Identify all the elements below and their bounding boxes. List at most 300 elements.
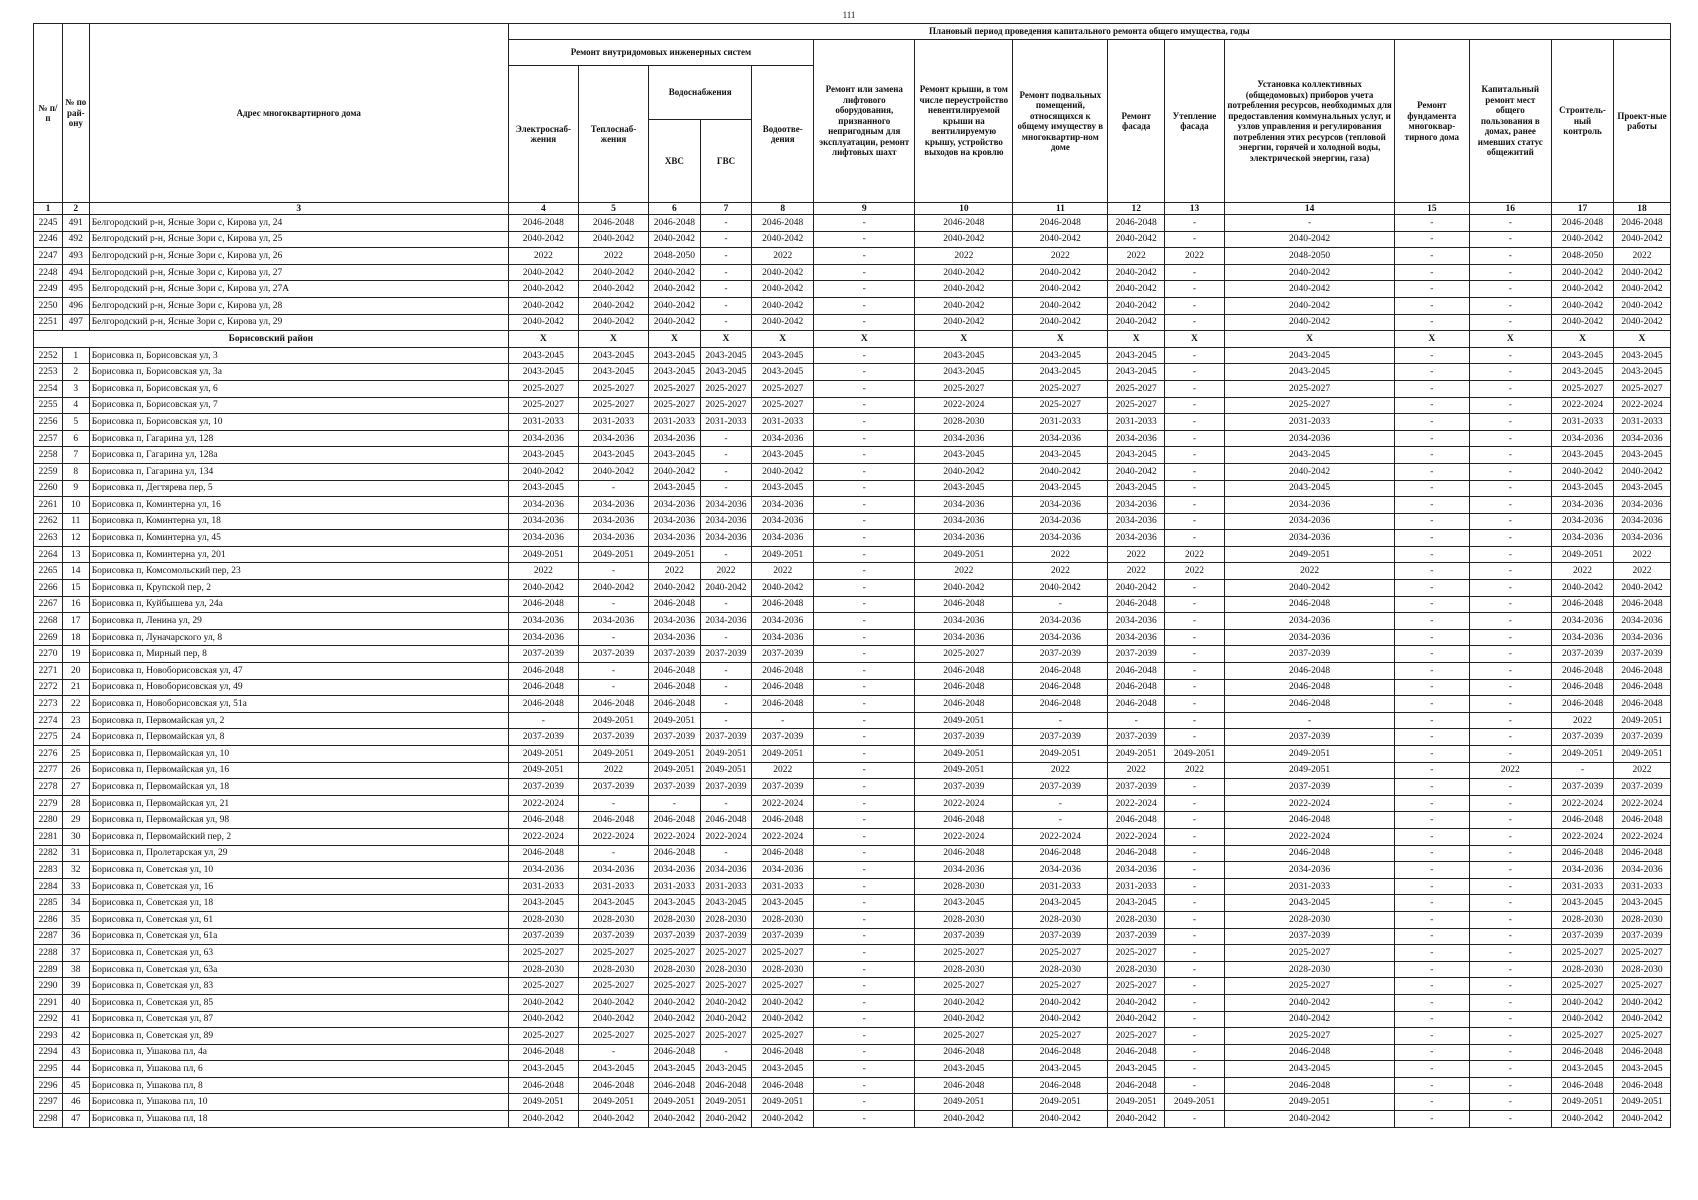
row-cell: 2043-2045 [915, 364, 1013, 381]
row-cell: 2031-2033 [752, 414, 814, 431]
row-address: Борисовка п, Борисовская ул, 7 [89, 397, 508, 414]
row-cell: 2046-2048 [649, 215, 701, 232]
column-number: 10 [915, 203, 1013, 215]
row-cell: - [814, 613, 915, 630]
row-cell: 2048-2050 [1224, 248, 1394, 265]
row-cell: 2043-2045 [752, 364, 814, 381]
table-row [34, 430, 1671, 447]
row-cell: 2046-2048 [508, 215, 578, 232]
row-cell: 2046-2048 [508, 845, 578, 862]
row-cell: - [1165, 828, 1225, 845]
row-cell: - [1469, 779, 1552, 796]
row-cell: 2037-2039 [1013, 646, 1108, 663]
row-cell: - [1469, 928, 1552, 945]
row-district-number: 493 [62, 248, 89, 265]
row-cell: - [1165, 845, 1225, 862]
row-cell: - [814, 862, 915, 879]
row-cell: - [1469, 397, 1552, 414]
row-cell: 2046-2048 [1224, 845, 1394, 862]
row-cell: 2028-2030 [915, 961, 1013, 978]
row-address: Белгородский р-н, Ясные Зори с, Кирова ул, 28 [89, 297, 508, 314]
row-cell: 2025-2027 [1224, 1028, 1394, 1045]
table-row [34, 215, 1671, 232]
row-district-number: 13 [62, 546, 89, 563]
row-cell: 2040-2042 [1013, 314, 1108, 331]
row-district-number: 40 [62, 994, 89, 1011]
row-district-number: 492 [62, 231, 89, 248]
row-cell: 2043-2045 [1613, 480, 1670, 497]
row-cell: - [1469, 812, 1552, 829]
row-cell: 2037-2039 [700, 729, 752, 746]
row-cell: 2043-2045 [649, 1061, 701, 1078]
row-cell: - [1469, 530, 1552, 547]
row-cell: - [814, 828, 915, 845]
table-row [34, 679, 1671, 696]
row-cell: 2046-2048 [1224, 679, 1394, 696]
row-cell: 2046-2048 [915, 663, 1013, 680]
row-cell: - [1469, 248, 1552, 265]
row-cell: - [578, 596, 648, 613]
row-address: Борисовка п, Первомайская ул, 8 [89, 729, 508, 746]
row-address: Борисовка п, Советская ул, 63 [89, 945, 508, 962]
row-cell: 2040-2042 [1224, 231, 1394, 248]
table-row [34, 364, 1671, 381]
row-cell: - [1469, 911, 1552, 928]
row-cell: 2022 [1013, 563, 1108, 580]
row-cell: - [700, 463, 752, 480]
row-number: 2245 [34, 215, 63, 232]
row-cell: 2034-2036 [1108, 613, 1165, 630]
row-district-number: 44 [62, 1061, 89, 1078]
row-district-number: 23 [62, 712, 89, 729]
header-cold-water: ХВС [649, 120, 701, 203]
row-cell: 2034-2036 [508, 629, 578, 646]
column-number: 17 [1552, 203, 1614, 215]
row-cell: - [1469, 364, 1552, 381]
table-row [34, 231, 1671, 248]
row-cell: 2034-2036 [1108, 530, 1165, 547]
row-district-number: 34 [62, 895, 89, 912]
row-cell: 2022 [1165, 546, 1225, 563]
row-address: Белгородский р-н, Ясные Зори с, Кирова ул, 27А [89, 281, 508, 298]
row-address: Борисовка п, Новоборисовская ул, 49 [89, 679, 508, 696]
row-cell: 2025-2027 [700, 945, 752, 962]
row-cell: - [1165, 596, 1225, 613]
row-cell: 2043-2045 [1613, 347, 1670, 364]
row-cell: 2037-2039 [508, 729, 578, 746]
row-cell: - [1395, 629, 1469, 646]
row-cell: 2028-2030 [1552, 961, 1614, 978]
row-cell: 2040-2042 [508, 994, 578, 1011]
row-cell: 2049-2051 [508, 746, 578, 763]
row-number: 2259 [34, 463, 63, 480]
header-sewerage: Водоотве-дения [752, 66, 814, 203]
row-cell: - [700, 264, 752, 281]
row-cell: 2022-2024 [508, 795, 578, 812]
row-cell: 2040-2042 [1224, 297, 1394, 314]
row-cell: - [1469, 646, 1552, 663]
row-cell: 2043-2045 [915, 1061, 1013, 1078]
row-cell: - [1395, 696, 1469, 713]
row-cell: - [1165, 463, 1225, 480]
row-cell: 2040-2042 [752, 1111, 814, 1128]
row-address: Борисовка п, Первомайская ул, 98 [89, 812, 508, 829]
row-cell: - [1395, 613, 1469, 630]
row-cell: 2049-2051 [1224, 762, 1394, 779]
row-cell: - [1165, 928, 1225, 945]
row-cell: 2031-2033 [1552, 414, 1614, 431]
row-cell: 2040-2042 [649, 231, 701, 248]
row-cell: - [814, 1094, 915, 1111]
row-cell: - [814, 281, 915, 298]
row-number: 2260 [34, 480, 63, 497]
table-row [34, 1077, 1671, 1094]
row-cell: 2028-2030 [1224, 961, 1394, 978]
row-cell: 2040-2042 [700, 580, 752, 597]
row-cell: 2040-2042 [752, 281, 814, 298]
row-cell: - [814, 945, 915, 962]
row-cell: 2025-2027 [700, 978, 752, 995]
table-row [34, 1028, 1671, 1045]
row-cell: - [1165, 281, 1225, 298]
row-cell: 2022-2024 [915, 397, 1013, 414]
row-cell: 2040-2042 [1613, 297, 1670, 314]
row-cell: - [1224, 712, 1394, 729]
row-cell: 2034-2036 [649, 513, 701, 530]
row-cell: 2022 [1013, 248, 1108, 265]
row-cell: 2034-2036 [1613, 862, 1670, 879]
row-number: 2273 [34, 696, 63, 713]
row-cell: - [1165, 613, 1225, 630]
row-cell: - [814, 961, 915, 978]
row-cell: 2046-2048 [1108, 1077, 1165, 1094]
row-district-number: 16 [62, 596, 89, 613]
row-cell: 2040-2042 [1613, 281, 1670, 298]
row-cell: - [814, 414, 915, 431]
row-cell: 2040-2042 [508, 231, 578, 248]
table-body [34, 215, 1671, 1128]
row-cell: 2043-2045 [1013, 364, 1108, 381]
row-address: Борисовка п, Дегтярева пер, 5 [89, 480, 508, 497]
row-district-number: 8 [62, 463, 89, 480]
row-cell: 2046-2048 [508, 696, 578, 713]
row-cell: 2040-2042 [1552, 580, 1614, 597]
row-cell: 2022 [752, 762, 814, 779]
row-cell: 2046-2048 [915, 696, 1013, 713]
row-cell: X [1613, 331, 1670, 348]
row-cell: 2034-2036 [649, 862, 701, 879]
row-cell: 2025-2027 [752, 945, 814, 962]
row-number: 2291 [34, 994, 63, 1011]
table-row [34, 613, 1671, 630]
row-cell: 2046-2048 [649, 845, 701, 862]
row-cell: 2034-2036 [1552, 513, 1614, 530]
row-cell: 2037-2039 [1613, 729, 1670, 746]
row-cell: - [814, 364, 915, 381]
row-cell: 2022-2024 [752, 795, 814, 812]
row-district-number: 26 [62, 762, 89, 779]
row-address: Борисовка п, Советская ул, 16 [89, 878, 508, 895]
row-cell: 2034-2036 [1013, 862, 1108, 879]
row-cell: - [1165, 447, 1225, 464]
row-cell: - [1395, 746, 1469, 763]
row-address: Борисовка п, Советская ул, 18 [89, 895, 508, 912]
row-cell: 2046-2048 [915, 845, 1013, 862]
row-cell: 2034-2036 [578, 430, 648, 447]
row-cell: 2028-2030 [915, 878, 1013, 895]
row-cell: - [814, 663, 915, 680]
row-number: 2276 [34, 746, 63, 763]
row-cell: X [578, 331, 648, 348]
row-cell: - [700, 447, 752, 464]
row-cell: 2049-2051 [700, 1094, 752, 1111]
row-cell: 2040-2042 [1108, 463, 1165, 480]
column-number: 11 [1013, 203, 1108, 215]
row-district-number: 21 [62, 679, 89, 696]
row-cell: - [814, 347, 915, 364]
row-cell: 2040-2042 [578, 281, 648, 298]
row-cell: 2025-2027 [1552, 1028, 1614, 1045]
row-cell: 2037-2039 [700, 928, 752, 945]
row-cell: - [700, 845, 752, 862]
row-cell: 2046-2048 [752, 845, 814, 862]
row-cell: - [1395, 447, 1469, 464]
row-cell: - [1395, 862, 1469, 879]
row-address: Борисовка п, Борисовская ул, 3 [89, 347, 508, 364]
row-cell: 2034-2036 [1613, 530, 1670, 547]
row-cell: - [1165, 1061, 1225, 1078]
row-cell: 2049-2051 [1224, 746, 1394, 763]
header-num-district: № по рай-ону [62, 24, 89, 203]
row-cell: - [814, 1011, 915, 1028]
row-cell: 2040-2042 [1224, 580, 1394, 597]
row-cell: - [752, 712, 814, 729]
row-cell: - [578, 663, 648, 680]
row-cell: - [1165, 712, 1225, 729]
row-cell: 2046-2048 [915, 596, 1013, 613]
row-cell: 2046-2048 [649, 596, 701, 613]
row-cell: 2046-2048 [1613, 845, 1670, 862]
row-cell: - [1395, 297, 1469, 314]
row-cell: 2046-2048 [1013, 215, 1108, 232]
row-cell: 2022-2024 [1552, 397, 1614, 414]
table-row [34, 629, 1671, 646]
row-cell: 2040-2042 [578, 314, 648, 331]
row-address: Борисовка п, Ушакова пл, 18 [89, 1111, 508, 1128]
row-number: 2283 [34, 862, 63, 879]
row-cell: - [814, 696, 915, 713]
row-cell: X [508, 331, 578, 348]
row-cell: 2037-2039 [1108, 779, 1165, 796]
row-cell: 2046-2048 [508, 679, 578, 696]
row-cell: 2040-2042 [700, 994, 752, 1011]
row-number: 2255 [34, 397, 63, 414]
row-cell: 2040-2042 [508, 580, 578, 597]
row-cell: 2025-2027 [700, 397, 752, 414]
row-cell: 2034-2036 [1613, 430, 1670, 447]
row-cell: 2046-2048 [649, 696, 701, 713]
row-cell: 2034-2036 [1224, 613, 1394, 630]
row-cell: 2022 [1552, 563, 1614, 580]
row-number: 2272 [34, 679, 63, 696]
row-cell: 2049-2051 [578, 1094, 648, 1111]
row-cell: 2028-2030 [649, 911, 701, 928]
row-cell: 2040-2042 [1108, 281, 1165, 298]
row-cell: 2046-2048 [1613, 679, 1670, 696]
row-cell: - [814, 978, 915, 995]
row-cell: 2025-2027 [700, 380, 752, 397]
row-cell: - [1395, 1094, 1469, 1111]
row-address: Борисовка п, Борисовская ул, 3а [89, 364, 508, 381]
row-cell: 2034-2036 [1552, 430, 1614, 447]
row-cell: 2022 [1108, 546, 1165, 563]
table-row [34, 712, 1671, 729]
row-cell: 2031-2033 [700, 878, 752, 895]
row-cell: 2046-2048 [1224, 1077, 1394, 1094]
table-row [34, 911, 1671, 928]
row-cell: 2037-2039 [1224, 779, 1394, 796]
column-number: 8 [752, 203, 814, 215]
row-cell: 2037-2039 [1613, 779, 1670, 796]
header-design-works: Проект-ные работы [1613, 40, 1670, 203]
row-cell: - [1165, 945, 1225, 962]
row-cell: 2022 [1552, 712, 1614, 729]
column-number: 5 [578, 203, 648, 215]
table-row [34, 696, 1671, 713]
row-cell: 2040-2042 [915, 994, 1013, 1011]
row-cell: 2040-2042 [1552, 314, 1614, 331]
row-cell: 2037-2039 [578, 729, 648, 746]
row-district-number: 14 [62, 563, 89, 580]
row-address: Борисовка п, Первомайская ул, 2 [89, 712, 508, 729]
row-cell: 2022 [1165, 563, 1225, 580]
row-cell: 2040-2042 [649, 264, 701, 281]
row-number: 2270 [34, 646, 63, 663]
row-cell: 2025-2027 [915, 646, 1013, 663]
row-cell: X [1224, 331, 1394, 348]
row-cell: 2025-2027 [578, 945, 648, 962]
row-cell: 2049-2051 [915, 712, 1013, 729]
row-cell: 2040-2042 [508, 314, 578, 331]
row-cell: 2031-2033 [578, 878, 648, 895]
row-cell: 2040-2042 [578, 1011, 648, 1028]
row-cell: 2040-2042 [752, 231, 814, 248]
row-cell: 2040-2042 [1552, 463, 1614, 480]
row-cell: 2046-2048 [752, 1044, 814, 1061]
row-cell: 2034-2036 [1013, 530, 1108, 547]
row-address: Борисовка п, Советская ул, 61 [89, 911, 508, 928]
row-number: 2254 [34, 380, 63, 397]
row-number: 2264 [34, 546, 63, 563]
row-cell: 2043-2045 [915, 480, 1013, 497]
row-cell: 2037-2039 [915, 729, 1013, 746]
row-cell: - [814, 430, 915, 447]
row-address: Белгородский р-н, Ясные Зори с, Кирова ул, 25 [89, 231, 508, 248]
row-cell: 2049-2051 [1013, 746, 1108, 763]
row-cell: - [700, 663, 752, 680]
table-row [34, 646, 1671, 663]
row-cell: 2037-2039 [1108, 729, 1165, 746]
row-cell: - [1165, 961, 1225, 978]
row-number: 2277 [34, 762, 63, 779]
row-cell: - [1469, 1094, 1552, 1111]
row-cell: - [1469, 613, 1552, 630]
row-cell: - [1469, 414, 1552, 431]
column-number: 12 [1108, 203, 1165, 215]
row-cell: 2046-2048 [508, 663, 578, 680]
table-row [34, 397, 1671, 414]
row-cell: 2043-2045 [1613, 364, 1670, 381]
row-address: Борисовка п, Ушакова пл, 6 [89, 1061, 508, 1078]
row-cell: X [1552, 331, 1614, 348]
row-cell: 2025-2027 [1613, 945, 1670, 962]
row-cell: 2046-2048 [508, 1077, 578, 1094]
row-cell: 2040-2042 [1108, 580, 1165, 597]
row-cell: - [1469, 297, 1552, 314]
row-cell: 2049-2051 [752, 1094, 814, 1111]
row-cell: - [1395, 795, 1469, 812]
row-cell: - [1395, 281, 1469, 298]
row-cell: - [814, 928, 915, 945]
row-cell: 2025-2027 [649, 1028, 701, 1045]
row-cell: 2040-2042 [1013, 297, 1108, 314]
table-row [34, 1111, 1671, 1128]
row-district-number: 27 [62, 779, 89, 796]
row-cell: 2046-2048 [1552, 812, 1614, 829]
row-address: Борисовка п, Новоборисовская ул, 51а [89, 696, 508, 713]
row-district-number: 36 [62, 928, 89, 945]
row-cell: 2046-2048 [915, 1077, 1013, 1094]
row-number: 2269 [34, 629, 63, 646]
row-cell: 2025-2027 [915, 380, 1013, 397]
row-number: 2285 [34, 895, 63, 912]
row-cell: - [814, 845, 915, 862]
row-cell: 2040-2042 [508, 281, 578, 298]
row-cell: 2040-2042 [1013, 281, 1108, 298]
row-cell: 2031-2033 [1013, 414, 1108, 431]
row-cell: 2025-2027 [1224, 978, 1394, 995]
row-cell: - [1469, 878, 1552, 895]
row-cell: - [1395, 1061, 1469, 1078]
row-cell: 2022 [915, 248, 1013, 265]
row-cell: - [814, 1061, 915, 1078]
row-cell: 2025-2027 [752, 397, 814, 414]
row-cell: 2025-2027 [1552, 380, 1614, 397]
row-cell: - [578, 629, 648, 646]
row-district-number: 10 [62, 497, 89, 514]
row-cell: - [1395, 845, 1469, 862]
row-cell: 2028-2030 [700, 911, 752, 928]
row-cell: X [752, 331, 814, 348]
row-cell: 2046-2048 [1108, 845, 1165, 862]
row-cell: - [700, 596, 752, 613]
column-number: 3 [89, 203, 508, 215]
row-cell: - [1165, 430, 1225, 447]
row-cell: 2043-2045 [1108, 1061, 1165, 1078]
column-number: 15 [1395, 203, 1469, 215]
table-row [34, 248, 1671, 265]
row-cell: 2037-2039 [508, 928, 578, 945]
row-address: Борисовка п, Мирный пер, 8 [89, 646, 508, 663]
row-cell: 2040-2042 [1613, 231, 1670, 248]
row-cell: 2043-2045 [1552, 895, 1614, 912]
row-district-number: 18 [62, 629, 89, 646]
row-cell: - [1165, 779, 1225, 796]
row-cell: 2034-2036 [649, 430, 701, 447]
row-cell: 2049-2051 [649, 746, 701, 763]
row-cell: 2022-2024 [915, 828, 1013, 845]
row-address: Борисовка п, Ушакова пл, 8 [89, 1077, 508, 1094]
